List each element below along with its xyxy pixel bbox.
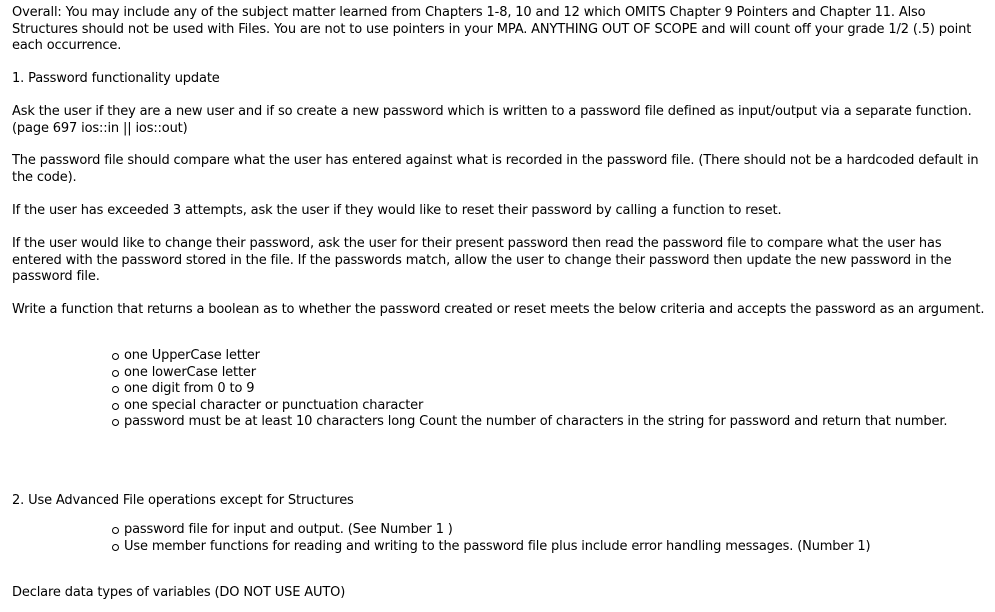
criteria-item: one UpperCase letter xyxy=(112,348,995,365)
change-password-paragraph: If the user would like to change their password, ask the user for their present password then read the password file to compare what the user has entered with the password stored in the file. If the passwords match, allow the user to change their password then update the new password in the password file. xyxy=(12,236,952,284)
criteria-item: password must be at least 10 characters long Count the number of characters in the string for password and return that number. xyxy=(112,414,995,431)
file-operations-item: password file for input and output. (See Number 1 ) xyxy=(112,522,995,539)
attempts-paragraph: If the user has exceeded 3 attempts, ask the user if they would like to reset their password by calling a function to reset. xyxy=(12,203,782,218)
footer-paragraph: Declare data types of variables (DO NOT USE AUTO) xyxy=(12,585,346,600)
criteria-item: one special character or punctuation character xyxy=(112,398,995,415)
file-operations-item: Use member functions for reading and writing to the password file plus include error handling messages. (Number 1) xyxy=(112,539,995,556)
password-criteria-list xyxy=(112,348,995,431)
section-1-heading: 1. Password functionality update xyxy=(12,71,220,86)
new-user-paragraph: Ask the user if they are a new user and if so create a new password which is written to a password file defined as input/output via a separate function. (page 697 ios::in || ios::out) xyxy=(12,104,972,136)
boolean-function-paragraph: Write a function that returns a boolean as to whether the password created or reset meets the below criteria and accepts the password as an argument. xyxy=(12,302,985,317)
section-2-heading: 2. Use Advanced File operations except for Structures xyxy=(12,493,354,508)
criteria-item: one lowerCase letter xyxy=(112,365,995,382)
overall-paragraph: Overall: You may include any of the subject matter learned from Chapters 1-8, 10 and 12 which OMITS Chapter 9 Pointers and Chapter 11. Also Structures should not be used with Files. You are not to use pointers in your MPA. ANYTHING OUT OF SCOPE and will count off your grade 1/2 (.5) point each occurrence. xyxy=(12,5,972,53)
compare-password-paragraph: The password file should compare what the user has entered against what is recorded in the password file. (There should not be a hardcoded default in the code). xyxy=(12,153,979,185)
criteria-item: one digit from 0 to 9 xyxy=(112,381,995,398)
file-operations-list xyxy=(112,522,995,555)
